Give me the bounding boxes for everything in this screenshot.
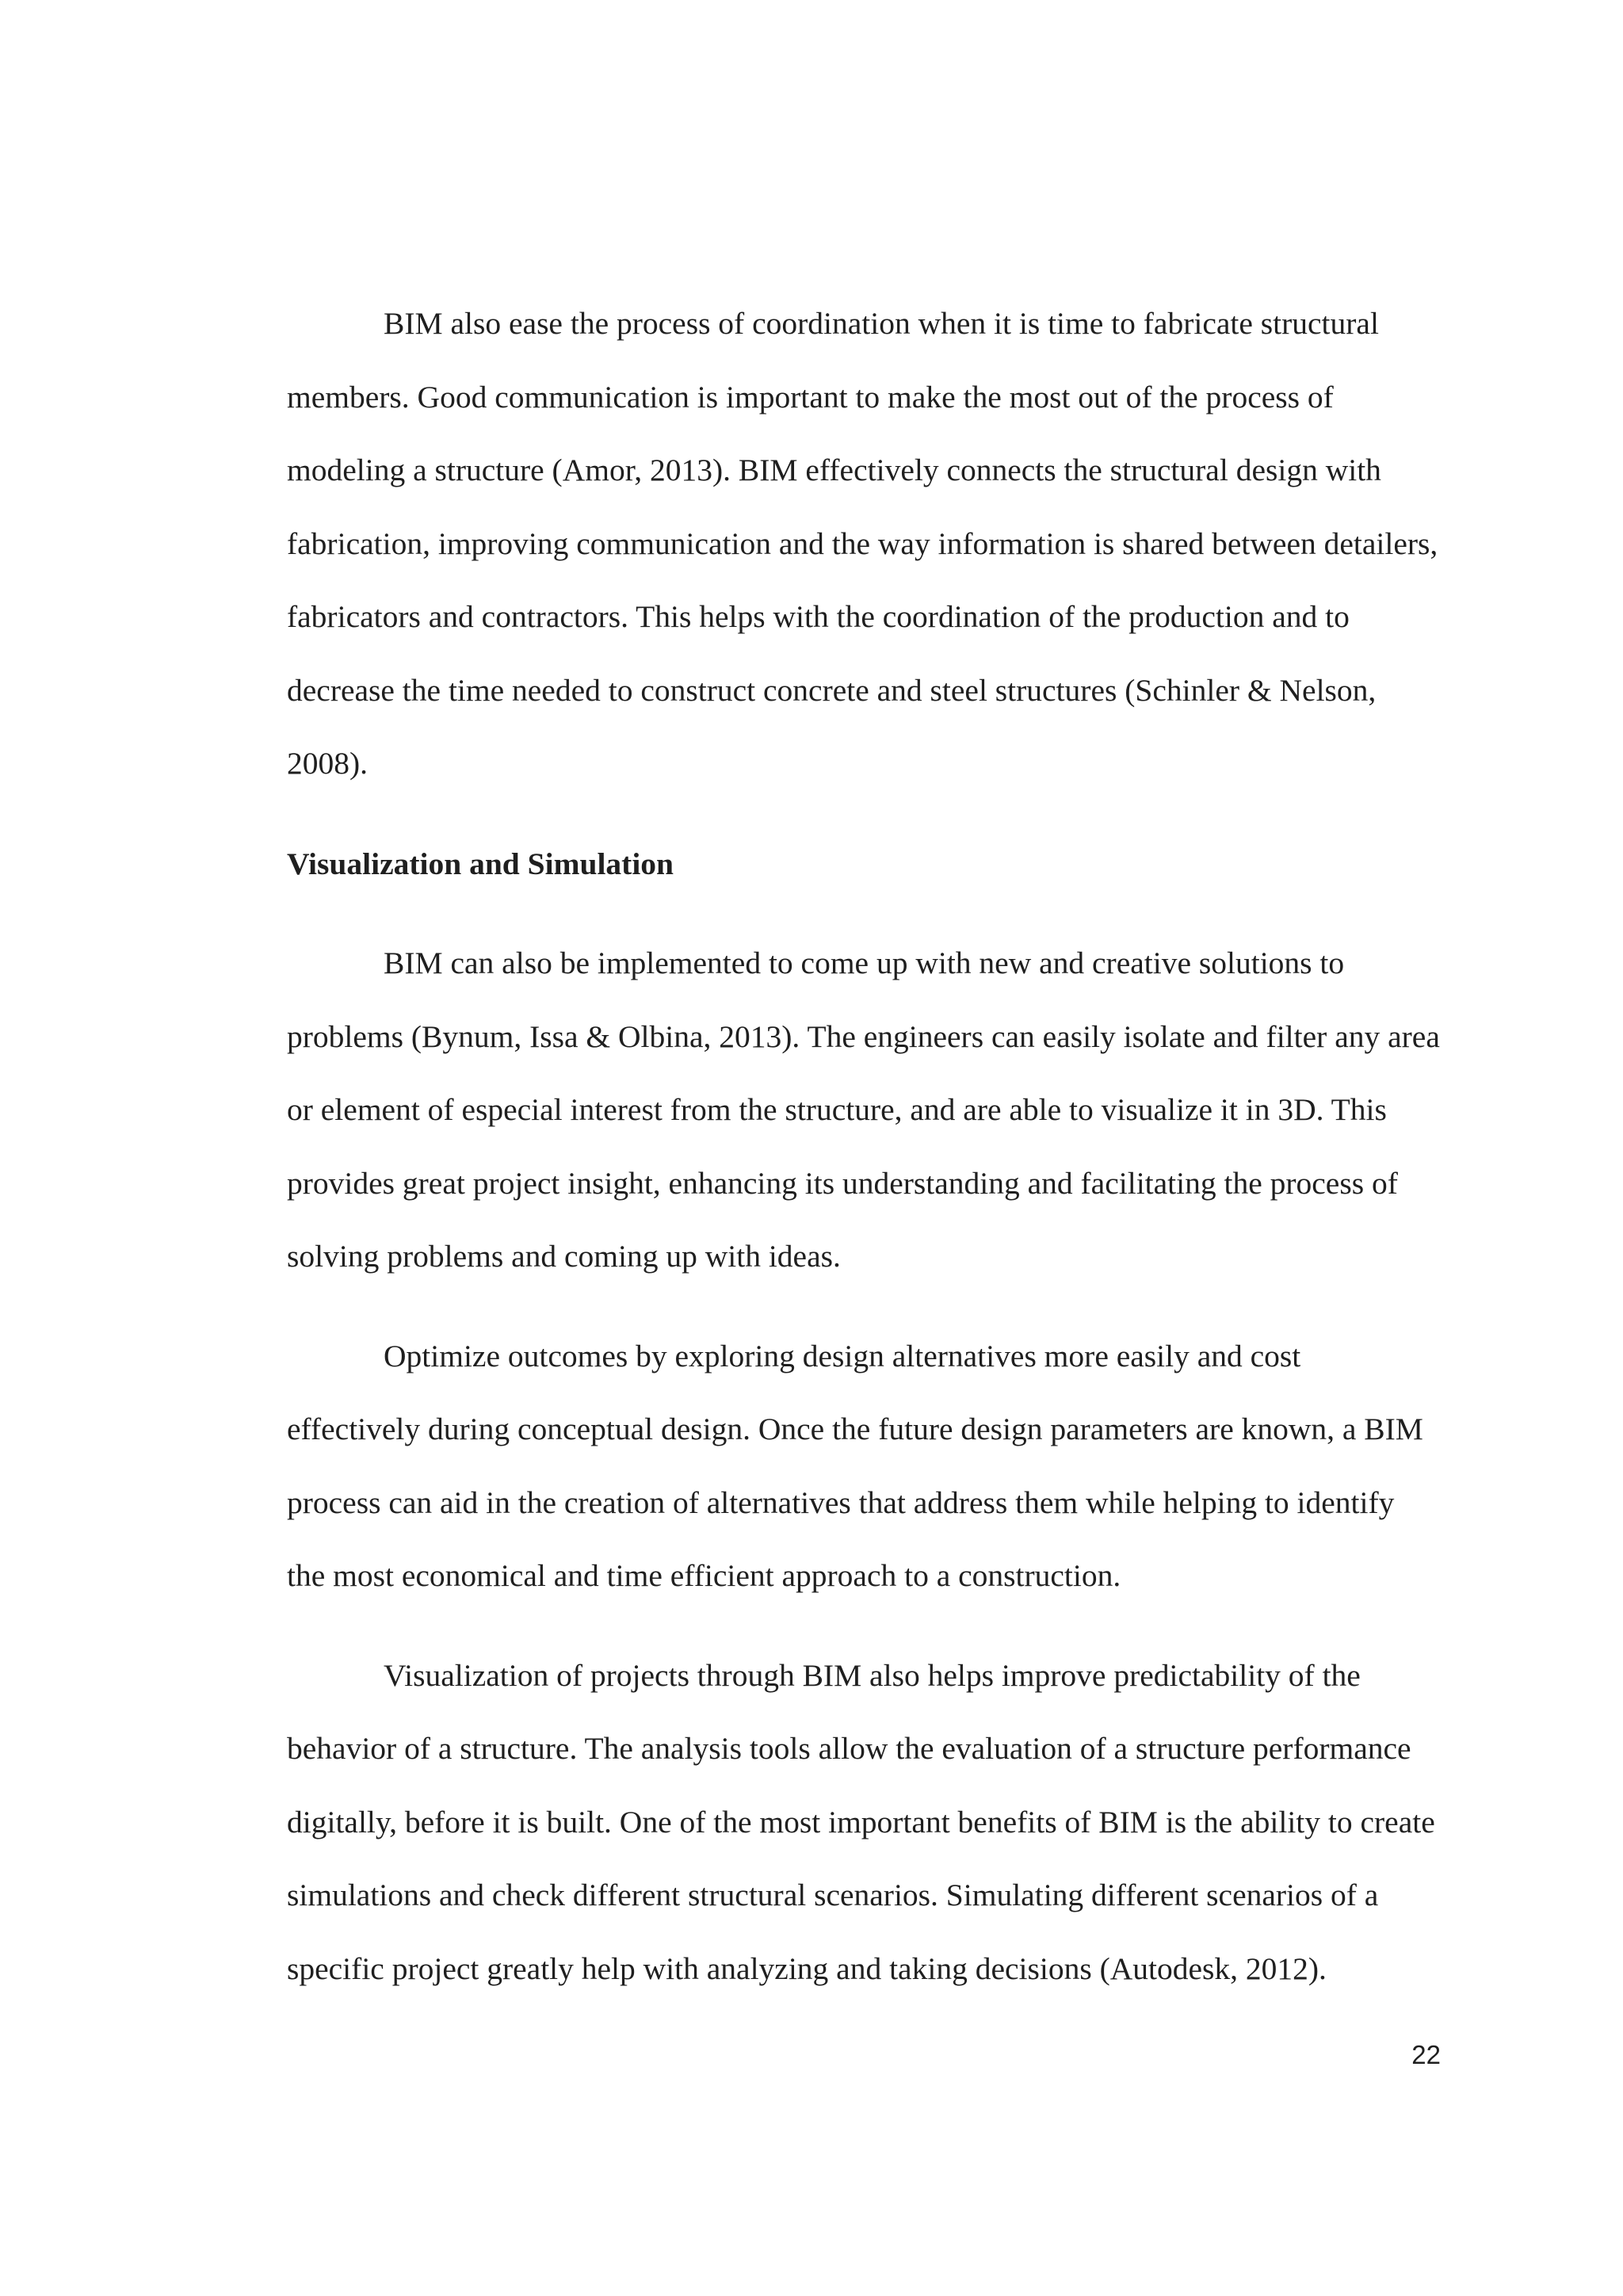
section-heading-visualization: Visualization and Simulation bbox=[287, 846, 674, 881]
paragraph-predictability: Visualization of projects through BIM also helps improve predictability of the behavior of a structure. The analysis tools allow the evaluation of a structure performance digitally, before it is built. One of the most important benefits of BIM is the ability to create simulations and check different structural scenarios. Simulating different scenarios of a specific project greatly help with analyzing and taking decisions (Autodesk, 2012). bbox=[287, 1657, 1435, 1986]
paragraph-coordination: BIM also ease the process of coordination when it is time to fabricate structural members. Good communication is important to make the most out of the process of modeling a structure (Amor, 2013). BIM effectively connects the structural design with fabrication, improving communication and the way information is shared between detailers, fabricators and contractors. This helps with the coordination of the production and to decrease the time needed to construct concrete and steel structures (Schinler & Nelson, 2008). bbox=[287, 306, 1438, 781]
paragraph-creative-solutions: BIM can also be implemented to come up with new and creative solutions to problems (Bynum, Issa & Olbina, 2013). The engineers can easily isolate and filter any area or element of especial interest from the structure, and are able to visualize it in 3D. This provides great project insight, enhancing its understanding and facilitating the process of solving problems and coming up with ideas. bbox=[287, 946, 1440, 1274]
page-number: 22 bbox=[1411, 2040, 1441, 2069]
page-body bbox=[287, 287, 1440, 2005]
paragraph-design-alternatives: Optimize outcomes by exploring design alternatives more easily and cost effectively during conceptual design. Once the future design parameters are known, a BIM process can aid in the creation of alternatives that address them while helping to identify the most economical and time efficient approach to a construction. bbox=[287, 1338, 1423, 1593]
